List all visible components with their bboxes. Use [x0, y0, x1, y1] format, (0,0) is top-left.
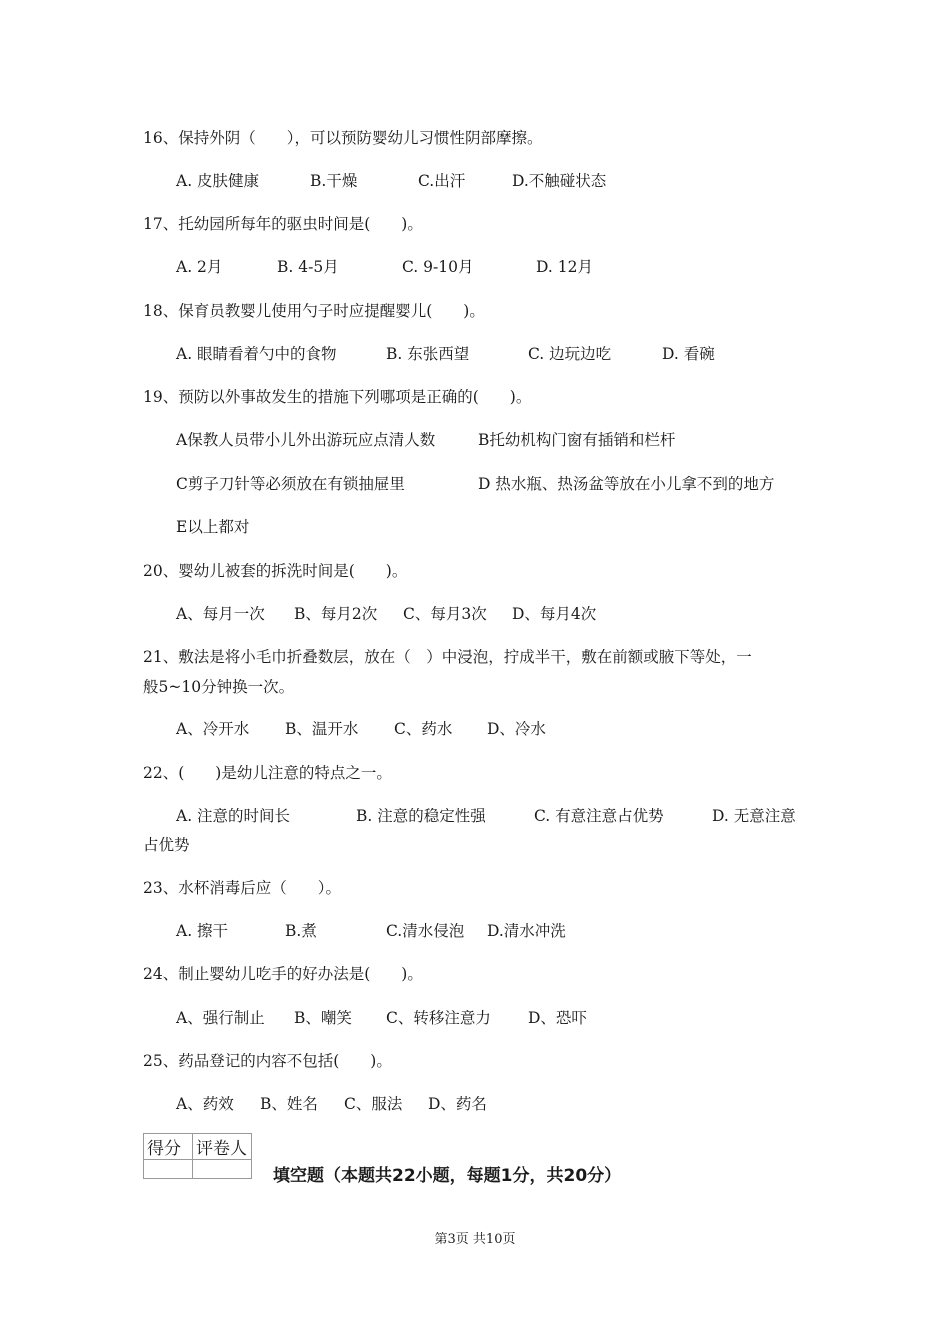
option-d: D. 12月 [536, 258, 593, 276]
option-a: A. 2月 [176, 258, 223, 276]
question-19-stem: 19、预防以外事故发生的措施下列哪项是正确的( )。 [143, 388, 532, 406]
question-18-stem: 18、保育员教婴儿使用勺子时应提醒婴儿( )。 [143, 302, 485, 320]
option-a: A. 擦干 [176, 922, 229, 940]
option-c: C、服法 [344, 1095, 403, 1113]
option-c: C剪子刀针等必须放在有锁抽屉里 [176, 475, 405, 493]
option-d: D、恐吓 [528, 1009, 587, 1027]
option-c: C、药水 [394, 720, 453, 738]
option-d: D. 无意注意 [712, 807, 796, 825]
option-c: C、转移注意力 [386, 1009, 491, 1027]
option-b: B、温开水 [285, 720, 359, 738]
option-d: D. 看碗 [662, 345, 715, 363]
question-20-stem: 20、婴幼儿被套的拆洗时间是( )。 [143, 562, 408, 580]
grader-header: 评卷人 [193, 1134, 252, 1160]
option-a: A. 眼睛看着勺中的食物 [176, 345, 337, 363]
option-b: B、嘲笑 [294, 1009, 352, 1027]
option-b: B.干燥 [310, 172, 358, 190]
question-21-stem-continued: 般5~10分钟换一次。 [143, 678, 295, 696]
question-22-stem: 22、( )是幼儿注意的特点之一。 [143, 764, 392, 782]
option-b: B. 东张西望 [386, 345, 470, 363]
section-title: 填空题（本题共22小题，每题1分，共20分） [273, 1166, 622, 1186]
option-a: A、冷开水 [176, 720, 250, 738]
option-a: A、每月一次 [176, 605, 265, 623]
question-17-stem: 17、托幼园所每年的驱虫时间是( )。 [143, 215, 423, 233]
option-a: A保教人员带小儿外出游玩应点清人数 [176, 431, 436, 449]
grader-cell [193, 1160, 252, 1179]
score-header: 得分 [144, 1134, 193, 1160]
option-c: C. 9-10月 [402, 258, 474, 276]
option-d: D 热水瓶、热汤盆等放在小儿拿不到的地方 [478, 475, 775, 493]
option-b: B. 注意的稳定性强 [356, 807, 486, 825]
option-a: A、强行制止 [176, 1009, 265, 1027]
question-19-option-e: E以上都对 [176, 518, 250, 536]
option-a: A. 注意的时间长 [176, 807, 291, 825]
option-d: D、冷水 [487, 720, 546, 738]
option-b: B. 4-5月 [277, 258, 339, 276]
option-a: A、药效 [176, 1095, 234, 1113]
option-c: C、每月3次 [403, 605, 487, 623]
option-c: C.清水侵泡 [386, 922, 465, 940]
option-c: C. 边玩边吃 [528, 345, 612, 363]
option-b: B、姓名 [260, 1095, 318, 1113]
option-d: D.不触碰状态 [512, 172, 607, 190]
question-16-stem: 16、保持外阴（ ），可以预防婴幼儿习惯性阴部摩擦。 [143, 129, 543, 147]
question-23-stem: 23、水杯消毒后应（ ）。 [143, 879, 341, 897]
question-25-stem: 25、药品登记的内容不包括( )。 [143, 1052, 392, 1070]
score-cell [144, 1160, 193, 1179]
option-d: D、每月4次 [512, 605, 597, 623]
option-c: C. 有意注意占优势 [534, 807, 664, 825]
score-table [143, 1133, 252, 1179]
page-footer: 第3页 共10页 [434, 1232, 516, 1247]
question-22-option-d-wrap: 占优势 [143, 836, 190, 854]
question-24-stem: 24、制止婴幼儿吃手的好办法是( )。 [143, 965, 423, 983]
option-b: B托幼机构门窗有插销和栏杆 [478, 431, 676, 449]
option-d: D、药名 [428, 1095, 487, 1113]
option-a: A. 皮肤健康 [176, 172, 260, 190]
option-d: D.清水冲洗 [487, 922, 566, 940]
option-c: C.出汗 [418, 172, 466, 190]
option-b: B.煮 [285, 922, 317, 940]
option-b: B、每月2次 [294, 605, 378, 623]
question-21-stem: 21、敷法是将小毛巾折叠数层，放在（ ）中浸泡，拧成半干，敷在前额或腋下等处，一 [143, 648, 752, 666]
